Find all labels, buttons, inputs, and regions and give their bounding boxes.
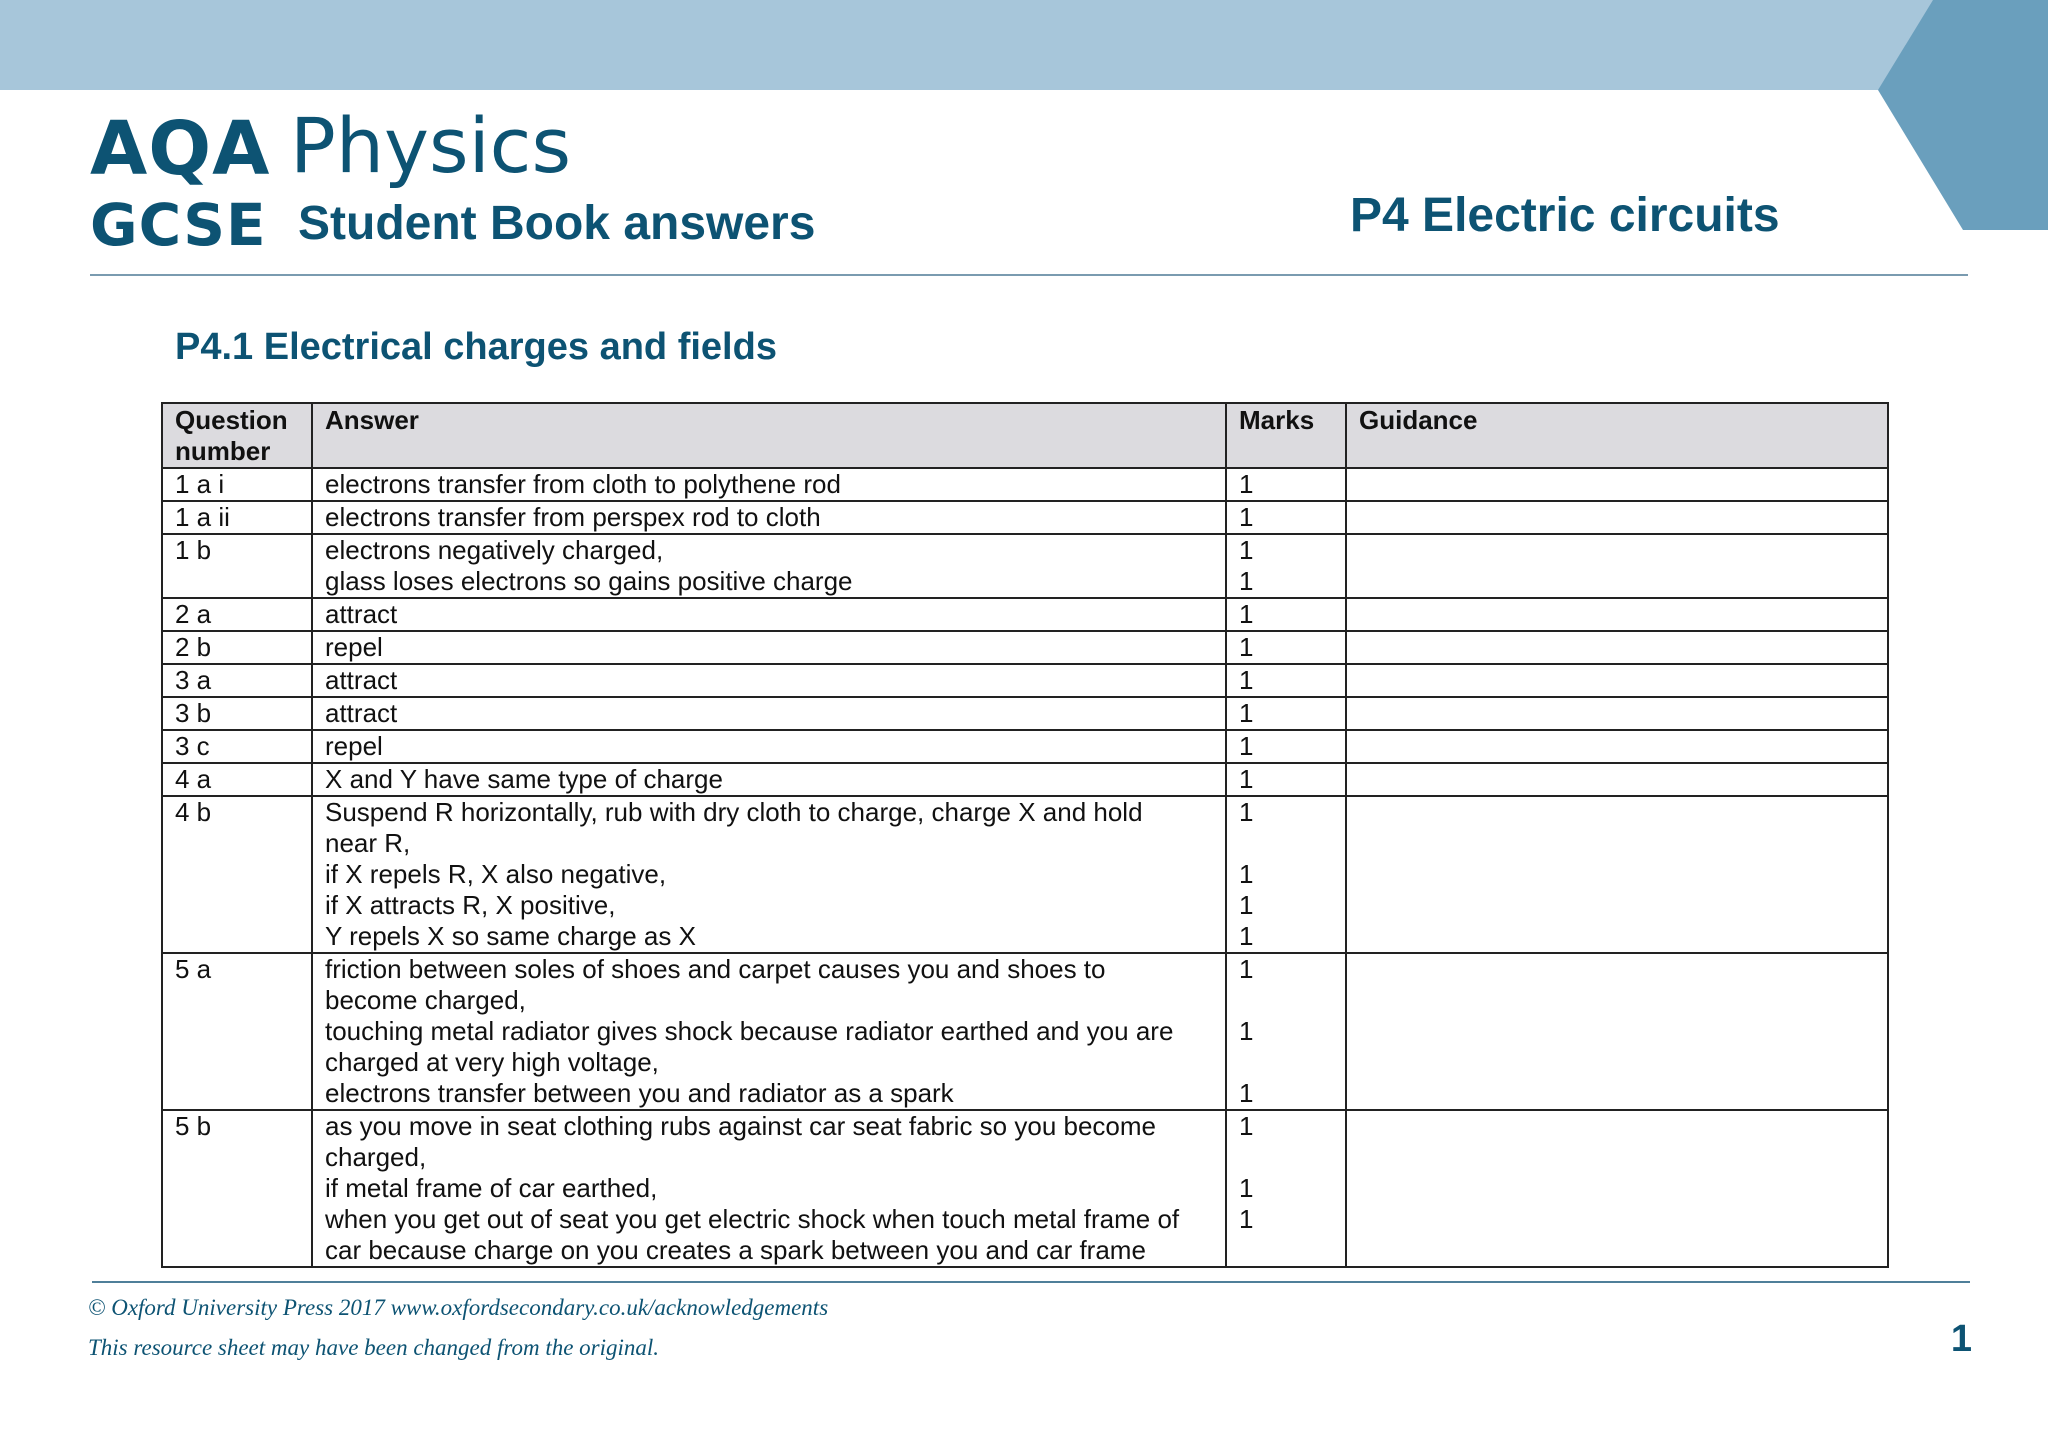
guidance-cell bbox=[1346, 730, 1888, 763]
marks-line bbox=[1239, 985, 1333, 1016]
guidance-cell bbox=[1346, 697, 1888, 730]
question-number-cell: 4 a bbox=[162, 763, 312, 796]
answer-line: friction between soles of shoes and carpet causes you and shoes to bbox=[325, 954, 1106, 984]
question-number-cell: 4 b bbox=[162, 796, 312, 953]
guidance-cell bbox=[1346, 534, 1888, 598]
marks-cell bbox=[1226, 730, 1346, 763]
marks-line: 1 bbox=[1239, 1016, 1254, 1046]
answer-line: X and Y have same type of charge bbox=[325, 764, 723, 794]
marks-cell bbox=[1226, 534, 1346, 598]
marks-line: 1 bbox=[1239, 954, 1254, 984]
header-question: Question number bbox=[162, 403, 312, 468]
answer-cell bbox=[312, 1110, 1226, 1267]
footer-divider bbox=[92, 1281, 1970, 1283]
marks-line: 1 bbox=[1239, 921, 1254, 951]
table-row bbox=[162, 796, 1888, 953]
question-number-cell: 1 b bbox=[162, 534, 312, 598]
table-row bbox=[162, 730, 1888, 763]
table-row bbox=[162, 468, 1888, 501]
table-row bbox=[162, 697, 1888, 730]
marks-line: 1 bbox=[1239, 1173, 1254, 1203]
table-row bbox=[162, 598, 1888, 631]
marks-line bbox=[1239, 1142, 1333, 1173]
guidance-cell bbox=[1346, 953, 1888, 1110]
question-number-cell: 1 a i bbox=[162, 468, 312, 501]
chapter-title: P4 Electric circuits bbox=[1350, 189, 1780, 242]
answer-line: Suspend R horizontally, rub with dry cloth to charge, charge X and hold bbox=[325, 797, 1143, 827]
marks-line: 1 bbox=[1239, 599, 1254, 629]
marks-line: 1 bbox=[1239, 502, 1254, 532]
guidance-cell bbox=[1346, 1110, 1888, 1267]
answer-cell bbox=[312, 534, 1226, 598]
answer-cell bbox=[312, 631, 1226, 664]
answer-line: if X attracts R, X positive, bbox=[325, 890, 616, 920]
table-row bbox=[162, 953, 1888, 1110]
answer-line: if X repels R, X also negative, bbox=[325, 859, 667, 889]
header-marks: Marks bbox=[1226, 403, 1346, 468]
answer-line: attract bbox=[325, 698, 398, 728]
answer-line: electrons negatively charged, bbox=[325, 535, 664, 565]
answer-line: attract bbox=[325, 665, 398, 695]
brand-subtitle: Student Book answers bbox=[298, 197, 816, 250]
answer-line: touching metal radiator gives shock because radiator earthed and you are bbox=[325, 1016, 1174, 1046]
header-guidance: Guidance bbox=[1346, 403, 1888, 468]
table-row bbox=[162, 763, 1888, 796]
guidance-cell bbox=[1346, 763, 1888, 796]
answer-line: attract bbox=[325, 599, 398, 629]
footer-note: This resource sheet may have been changed from the original. bbox=[88, 1335, 660, 1360]
question-number-cell: 2 a bbox=[162, 598, 312, 631]
marks-line: 1 bbox=[1239, 859, 1254, 889]
answer-cell bbox=[312, 664, 1226, 697]
answers-body bbox=[162, 468, 1888, 1267]
marks-line: 1 bbox=[1239, 1078, 1254, 1108]
answer-line: electrons transfer between you and radiator as a spark bbox=[325, 1078, 954, 1108]
answer-line: when you get out of seat you get electric shock when touch metal frame of bbox=[325, 1204, 1180, 1234]
question-number-cell: 3 c bbox=[162, 730, 312, 763]
header-divider bbox=[90, 274, 1968, 276]
answer-line: electrons transfer from cloth to polythene rod bbox=[325, 469, 841, 499]
table-row bbox=[162, 534, 1888, 598]
corner-decoration bbox=[1878, 0, 2048, 230]
marks-line bbox=[1239, 1235, 1333, 1266]
answer-line: become charged, bbox=[325, 985, 526, 1015]
brand-gcse: GCSE bbox=[90, 191, 267, 259]
marks-line: 1 bbox=[1239, 535, 1254, 565]
table-row bbox=[162, 1110, 1888, 1267]
answer-line: charged at very high voltage, bbox=[325, 1047, 659, 1077]
question-number-cell: 1 a ii bbox=[162, 501, 312, 534]
header-answer: Answer bbox=[312, 403, 1226, 468]
guidance-cell bbox=[1346, 796, 1888, 953]
answer-cell bbox=[312, 598, 1226, 631]
marks-cell bbox=[1226, 598, 1346, 631]
marks-cell bbox=[1226, 1110, 1346, 1267]
marks-line: 1 bbox=[1239, 665, 1254, 695]
answer-line: if metal frame of car earthed, bbox=[325, 1173, 658, 1203]
page-number: 1 bbox=[1950, 1318, 1972, 1360]
answer-line: charged, bbox=[325, 1142, 427, 1172]
question-number-cell: 3 a bbox=[162, 664, 312, 697]
answer-cell bbox=[312, 796, 1226, 953]
top-banner bbox=[0, 0, 2048, 90]
marks-line: 1 bbox=[1239, 890, 1254, 920]
marks-line: 1 bbox=[1239, 1111, 1254, 1141]
marks-line: 1 bbox=[1239, 797, 1254, 827]
answer-cell bbox=[312, 763, 1226, 796]
brand-physics: Physics bbox=[290, 101, 572, 190]
answer-line: glass loses electrons so gains positive charge bbox=[325, 566, 853, 596]
guidance-cell bbox=[1346, 468, 1888, 501]
marks-cell bbox=[1226, 953, 1346, 1110]
marks-line bbox=[1239, 828, 1333, 859]
answer-line: as you move in seat clothing rubs against car seat fabric so you become bbox=[325, 1111, 1156, 1141]
footer-copyright: © Oxford University Press 2017 www.oxfordsecondary.co.uk/acknowledgements bbox=[88, 1295, 829, 1320]
marks-line: 1 bbox=[1239, 764, 1254, 794]
guidance-cell bbox=[1346, 598, 1888, 631]
marks-cell bbox=[1226, 631, 1346, 664]
guidance-cell bbox=[1346, 664, 1888, 697]
answer-line: repel bbox=[325, 731, 383, 761]
answer-cell bbox=[312, 468, 1226, 501]
marks-cell bbox=[1226, 763, 1346, 796]
marks-line: 1 bbox=[1239, 469, 1254, 499]
answer-cell bbox=[312, 697, 1226, 730]
table-row bbox=[162, 664, 1888, 697]
table-row bbox=[162, 631, 1888, 664]
answer-line: electrons transfer from perspex rod to cloth bbox=[325, 502, 821, 532]
question-number-cell: 2 b bbox=[162, 631, 312, 664]
section-title: P4.1 Electrical charges and fields bbox=[175, 326, 777, 368]
marks-line: 1 bbox=[1239, 731, 1254, 761]
marks-line: 1 bbox=[1239, 1204, 1254, 1234]
marks-cell bbox=[1226, 664, 1346, 697]
answer-line: car because charge on you creates a spark between you and car frame bbox=[325, 1235, 1146, 1265]
guidance-cell bbox=[1346, 631, 1888, 664]
answer-line: Y repels X so same charge as X bbox=[325, 921, 696, 951]
answer-cell bbox=[312, 501, 1226, 534]
question-number-cell: 5 a bbox=[162, 953, 312, 1110]
guidance-cell bbox=[1346, 501, 1888, 534]
marks-cell bbox=[1226, 796, 1346, 953]
table-header-row bbox=[162, 403, 1888, 468]
question-number-cell: 3 b bbox=[162, 697, 312, 730]
answer-line: repel bbox=[325, 632, 383, 662]
marks-cell bbox=[1226, 697, 1346, 730]
marks-cell bbox=[1226, 501, 1346, 534]
answers-table bbox=[161, 402, 1889, 1268]
brand-aqa: AQA bbox=[90, 106, 271, 192]
answer-line: near R, bbox=[325, 828, 411, 858]
marks-line: 1 bbox=[1239, 566, 1254, 596]
table-row bbox=[162, 501, 1888, 534]
marks-line bbox=[1239, 1047, 1333, 1078]
question-number-cell: 5 b bbox=[162, 1110, 312, 1267]
marks-cell bbox=[1226, 468, 1346, 501]
answer-cell bbox=[312, 730, 1226, 763]
answer-cell bbox=[312, 953, 1226, 1110]
marks-line: 1 bbox=[1239, 632, 1254, 662]
marks-line: 1 bbox=[1239, 698, 1254, 728]
